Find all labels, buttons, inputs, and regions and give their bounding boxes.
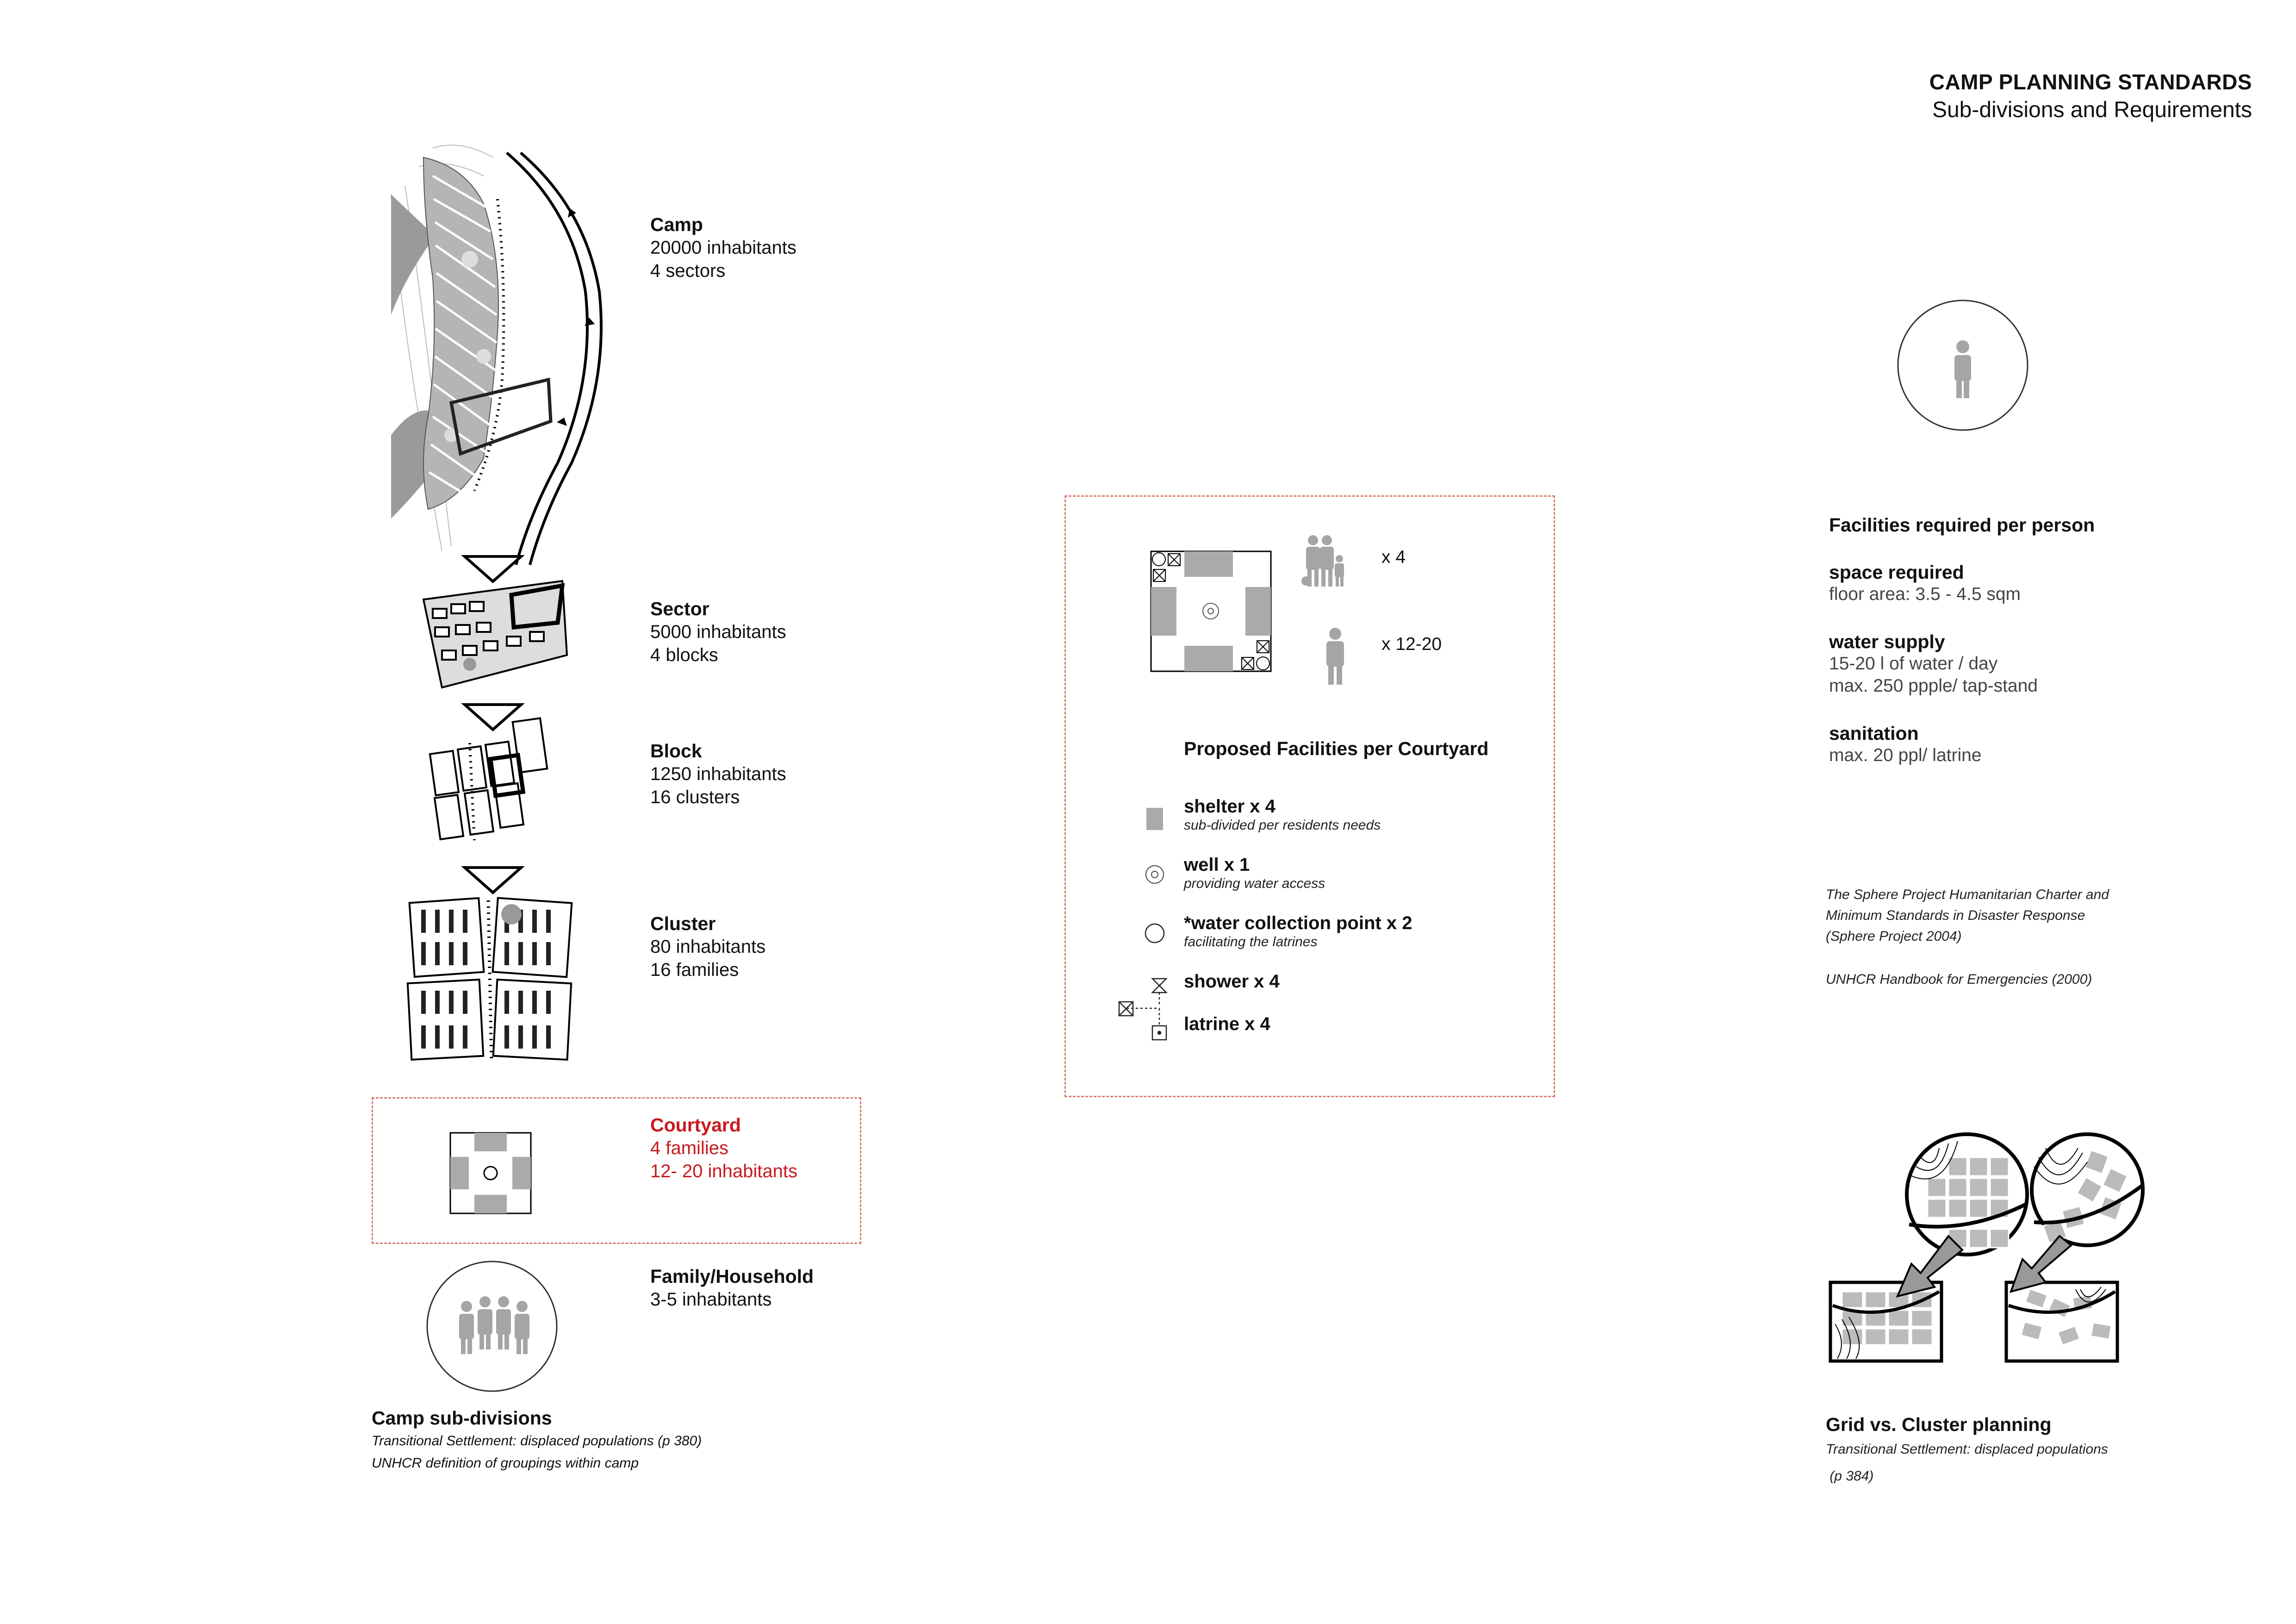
facility-line: max. 250 ppple/ tap-stand <box>1829 676 2038 696</box>
facility-line: 15-20 l of water / day <box>1829 654 1998 674</box>
shelter-icon <box>1146 808 1163 830</box>
level-line: 3-5 inhabitants <box>650 1289 772 1310</box>
legend-name: well x 1 <box>1184 855 1250 875</box>
down-arrow-3 <box>463 866 523 894</box>
level-title: Courtyard <box>650 1114 741 1136</box>
water-point-icon <box>1144 923 1165 944</box>
family-icon <box>425 1259 559 1393</box>
caption-title: Camp sub-divisions <box>372 1407 552 1429</box>
level-title: Family/Household <box>650 1266 814 1287</box>
caption-title: Grid vs. Cluster planning <box>1826 1414 2052 1435</box>
page-title: CAMP PLANNING STANDARDS <box>1929 70 2252 94</box>
reference-line: (Sphere Project 2004) <box>1826 929 1962 944</box>
level-title: Block <box>650 740 702 762</box>
legend-name: shower x 4 <box>1184 971 1280 992</box>
level-line: 16 families <box>650 960 739 980</box>
references <box>1826 884 2109 990</box>
persons-count: x 12-20 <box>1381 634 1442 654</box>
legend-shelter <box>1184 796 1381 834</box>
grid-vs-cluster-diagram <box>1828 1130 2143 1370</box>
level-line: 4 sectors <box>650 261 726 281</box>
subdivisions-caption <box>372 1406 702 1475</box>
caption-ref: UNHCR definition of groupings within camp <box>372 1455 639 1471</box>
level-line: 80 inhabitants <box>650 937 766 957</box>
grid-cluster-caption <box>1826 1413 2108 1490</box>
well-icon <box>1145 864 1165 885</box>
level-line: 20000 inhabitants <box>650 237 796 258</box>
reference-line: The Sphere Project Humanitarian Charter and <box>1826 887 2109 902</box>
legend-note: facilitating the latrines <box>1184 934 1318 949</box>
facilities-heading: Facilities required per person <box>1829 514 2095 536</box>
level-cluster <box>650 912 765 981</box>
cluster-diagram <box>403 891 579 1067</box>
facility-line: floor area: 3.5 - 4.5 sqm <box>1829 584 2021 604</box>
courtyard-plan <box>449 1131 532 1215</box>
reference-line: Minimum Standards in Disaster Response <box>1826 908 2085 923</box>
facilities-section <box>1829 514 2095 767</box>
level-camp <box>650 213 796 282</box>
legend-water-point <box>1184 913 1412 951</box>
person-icon <box>1324 627 1347 685</box>
block-diagram <box>423 715 562 845</box>
camp-diagram <box>391 139 622 569</box>
sector-diagram <box>414 572 572 692</box>
courtyard-panel-heading: Proposed Facilities per Courtyard <box>1184 738 1489 759</box>
legend-well <box>1184 855 1325 893</box>
courtyard-facilities-plan <box>1150 550 1272 673</box>
legend-name: *water collection point x 2 <box>1184 913 1412 933</box>
legend-shower <box>1184 971 1280 992</box>
facility-title: sanitation <box>1829 723 1919 744</box>
level-line: 16 clusters <box>650 787 740 807</box>
level-title: Camp <box>650 214 703 235</box>
caption-ref: (p 384) <box>1826 1468 1874 1484</box>
caption-ref: Transitional Settlement: displaced populations (p 380) <box>372 1433 702 1449</box>
level-sector <box>650 597 786 667</box>
page-subtitle: Sub-divisions and Requirements <box>1932 98 2252 122</box>
level-line: 12- 20 inhabitants <box>650 1161 798 1181</box>
legend-latrine <box>1184 1014 1270 1034</box>
legend-name: shelter x 4 <box>1184 796 1276 817</box>
facility-title: space required <box>1829 562 1964 583</box>
legend-name: latrine x 4 <box>1184 1014 1270 1034</box>
level-courtyard <box>650 1113 797 1183</box>
family-group-icon <box>1301 535 1352 590</box>
level-line: 1250 inhabitants <box>650 764 786 784</box>
level-line: 4 families <box>650 1138 728 1158</box>
facility-line: max. 20 ppl/ latrine <box>1829 745 1982 765</box>
level-title: Cluster <box>650 913 716 934</box>
caption-ref: Transitional Settlement: displaced populations <box>1826 1442 2108 1457</box>
facility-title: water supply <box>1829 631 1945 652</box>
level-line: 5000 inhabitants <box>650 622 786 642</box>
level-title: Sector <box>650 598 709 619</box>
legend-note: providing water access <box>1184 876 1325 891</box>
level-family <box>650 1265 814 1311</box>
level-line: 4 blocks <box>650 645 718 665</box>
level-block <box>650 739 786 809</box>
reference-line: UNHCR Handbook for Emergencies (2000) <box>1826 972 2092 987</box>
legend-note: sub-divided per residents needs <box>1184 818 1381 833</box>
families-count: x 4 <box>1381 547 1406 567</box>
person-circle-icon <box>1896 298 2030 432</box>
shower-latrine-icon <box>1114 976 1175 1041</box>
